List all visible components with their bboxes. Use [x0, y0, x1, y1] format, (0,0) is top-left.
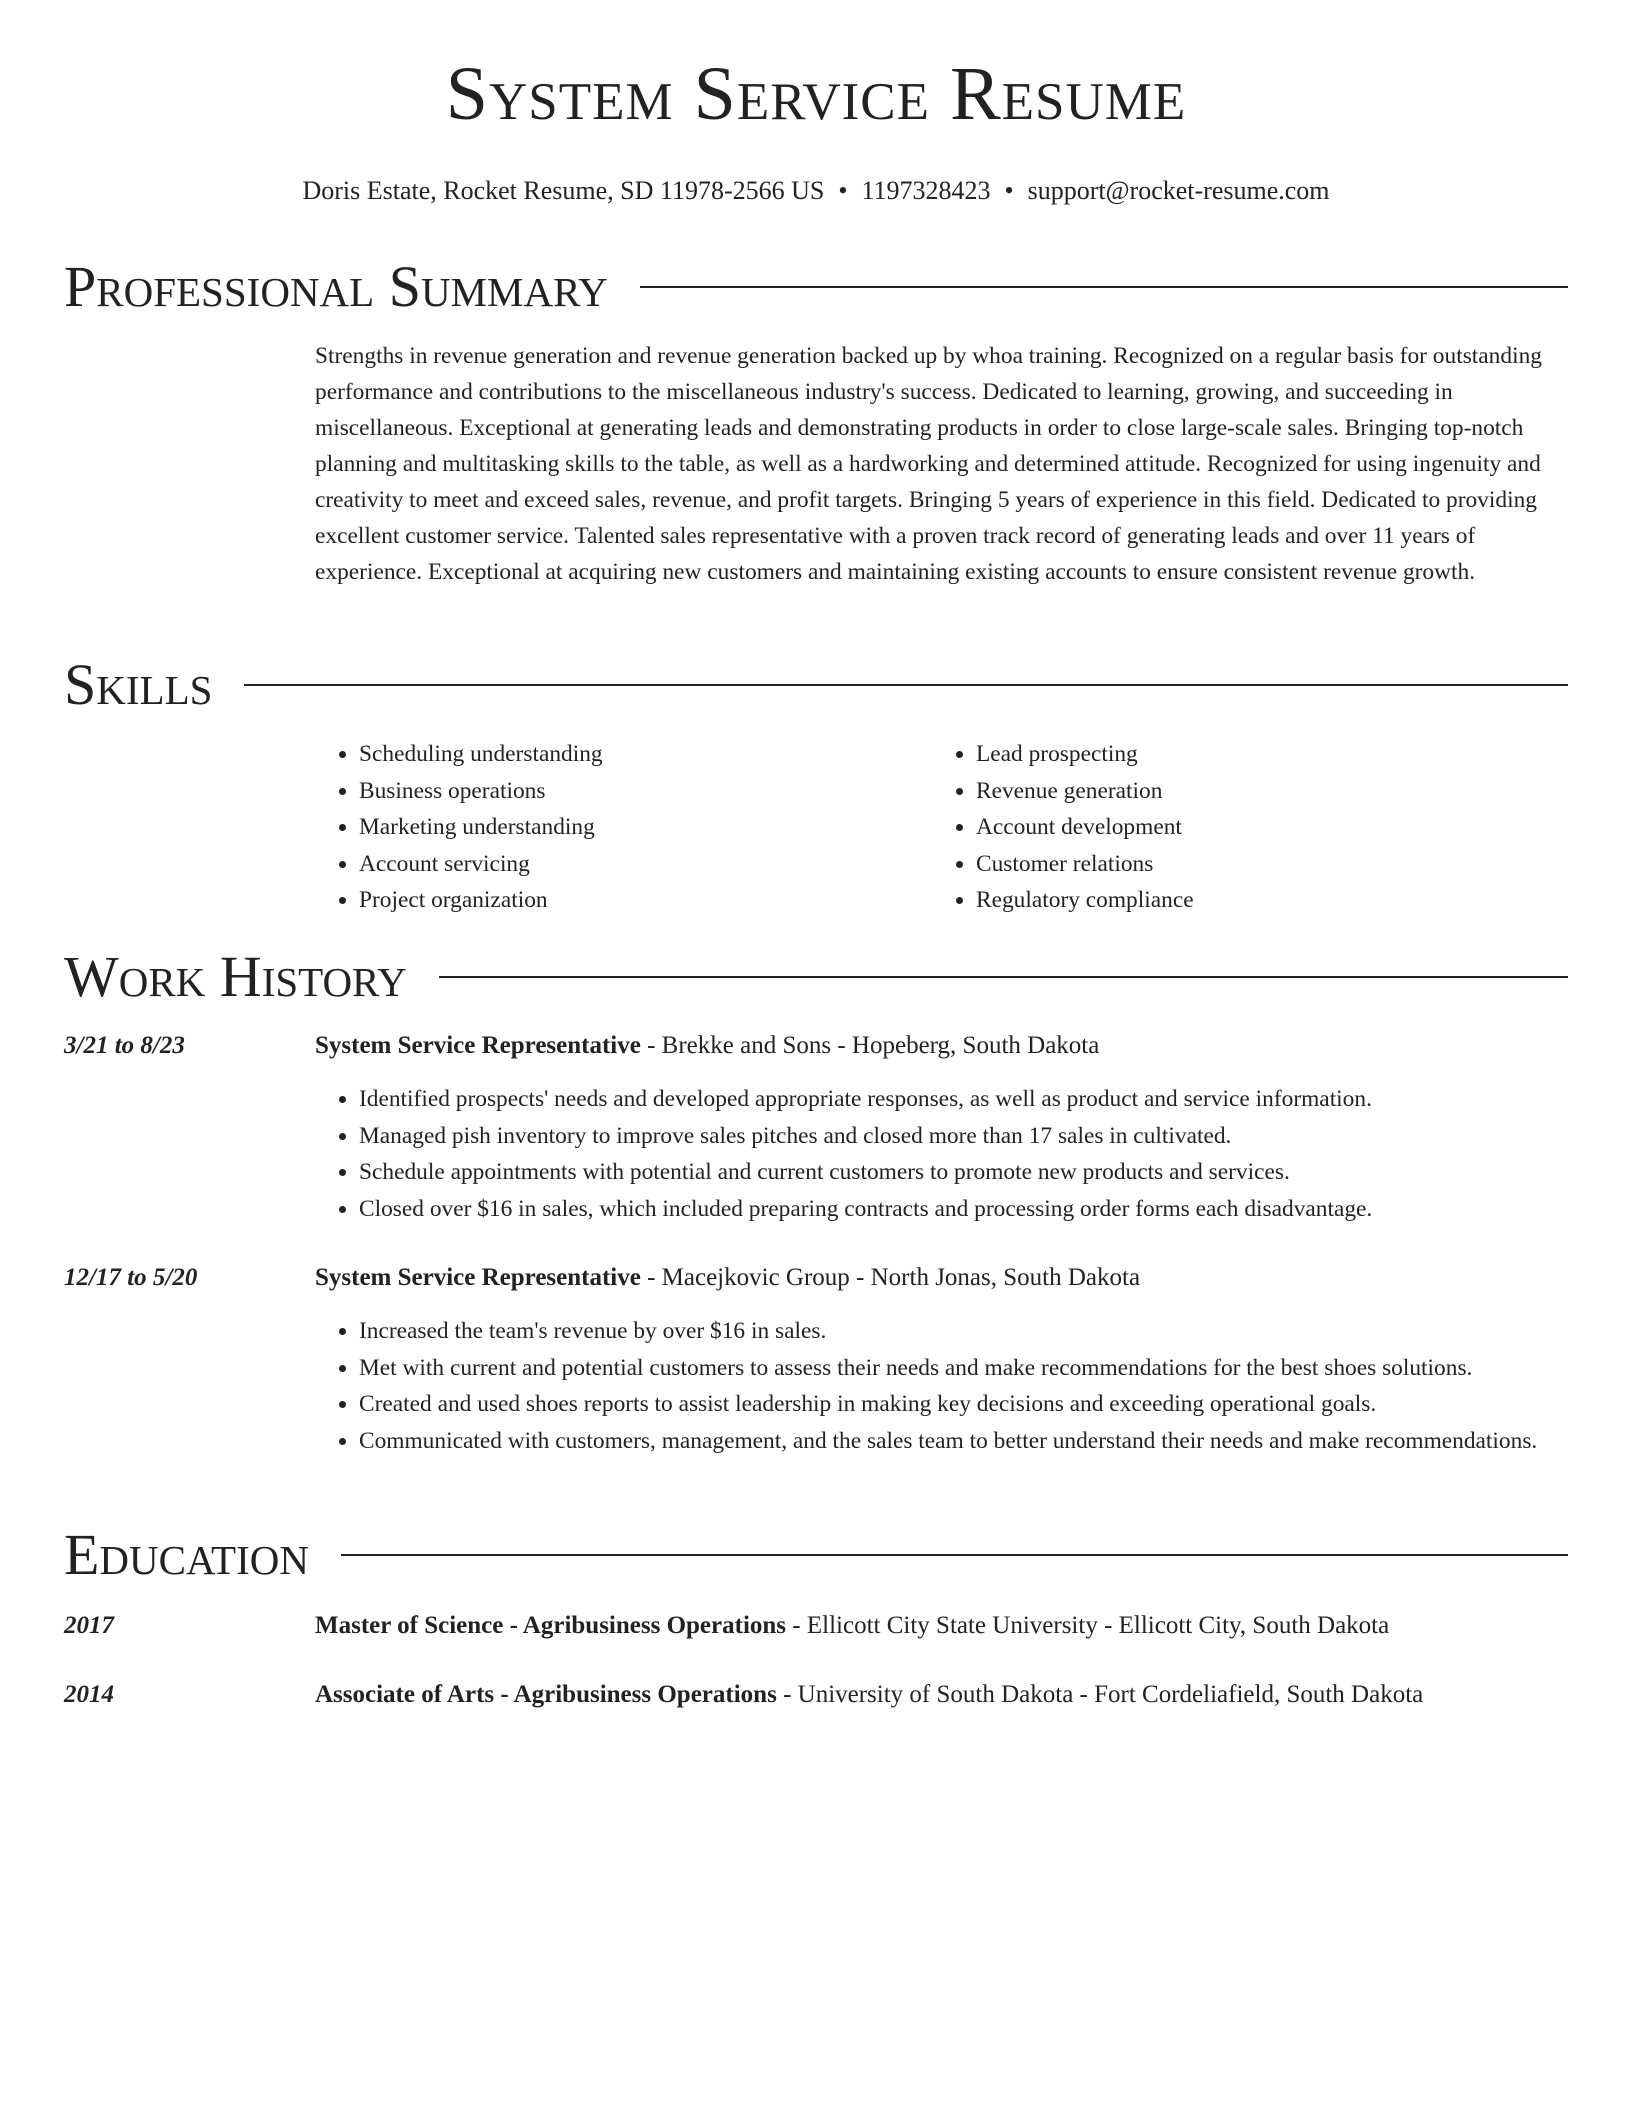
- contact-phone: 1197328423: [861, 176, 991, 205]
- skill-item: • Revenue generation: [976, 773, 1536, 810]
- job-title: System Service Representative: [315, 1032, 641, 1059]
- job-bullet: • Schedule appointments with potential and current customers to promote new products and services.: [359, 1154, 1568, 1191]
- skill-item: • Lead prospecting: [976, 736, 1536, 773]
- job-bullet: • Closed over $16 in sales, which included preparing contracts and processing order forms each disadvantage.: [359, 1191, 1568, 1228]
- education-entry: [315, 1609, 1568, 1643]
- skills-heading: Skills: [64, 652, 213, 717]
- summary-section-header: [64, 254, 1568, 319]
- skills-section-header: [64, 652, 1568, 717]
- skills-list-left: [315, 736, 919, 919]
- education-degree: Associate of Arts - Agribusiness Operations: [315, 1681, 777, 1708]
- job-bullet: • Met with current and potential customers to assess their needs and make recommendations for the best shoes solutions.: [359, 1350, 1568, 1387]
- job-bullet: • Identified prospects' needs and developed appropriate responses, as well as product and service information.: [359, 1081, 1568, 1118]
- job-title: System Service Representative: [315, 1264, 641, 1291]
- education-section-header: [64, 1522, 1568, 1587]
- section-divider: [640, 286, 1568, 288]
- skill-item: • Account servicing: [359, 846, 919, 883]
- resume-title: System Service Resume: [445, 52, 1187, 136]
- contact-address: Doris Estate, Rocket Resume, SD 11978-2566 US: [302, 176, 825, 205]
- job-header: [315, 1029, 1568, 1063]
- contact-separator: •: [1004, 176, 1014, 205]
- job-dates: 3/21 to 8/23: [64, 1032, 185, 1059]
- contact-separator: •: [838, 176, 848, 205]
- section-divider: [439, 976, 1568, 978]
- skill-item: • Account development: [976, 809, 1536, 846]
- work-section-header: [64, 944, 1568, 1009]
- skill-item: • Scheduling understanding: [359, 736, 919, 773]
- skill-item: • Marketing understanding: [359, 809, 919, 846]
- job-bullet: • Created and used shoes reports to assist leadership in making key decisions and exceeding operational goals.: [359, 1386, 1568, 1423]
- section-divider: [244, 684, 1568, 686]
- section-divider: [341, 1554, 1568, 1556]
- summary-heading: Professional Summary: [64, 254, 608, 319]
- job-employer: - Macejkovic Group - North Jonas, South Dakota: [640, 1264, 1141, 1291]
- skills-list-right: [932, 736, 1536, 919]
- work-heading: Work History: [64, 944, 407, 1009]
- contact-email: support@rocket-resume.com: [1027, 176, 1330, 205]
- job-employer: - Brekke and Sons - Hopeberg, South Dakota: [640, 1032, 1100, 1059]
- skill-item: • Project organization: [359, 882, 919, 919]
- job-bullets: [315, 1081, 1568, 1227]
- education-school: - Ellicott City State University - Ellicott City, South Dakota: [786, 1612, 1390, 1639]
- summary-text: Strengths in revenue generation and revenue generation backed up by whoa training. Recognized on a regular basis for outstanding performance and contributions to the miscellaneous industry's success. Dedicated to learning, growing, and succeeding in miscellaneous. Exceptional at generating leads and demonstrating products in order to close large-scale sales. Bringing top-notch planning and multitasking skills to the table, as well as a hardworking and determined attitude. Recognized for using ingenuity and creativity to meet and exceed sales, revenue, and profit targets. Bringing 5 years of experience in this field. Dedicated to providing excellent customer service. Talented sales representative with a proven track record of generating leads and over 11 years of experience. Exceptional at acquiring new customers and maintaining existing accounts to ensure consistent revenue growth.: [315, 343, 1542, 585]
- education-year: 2017: [64, 1612, 114, 1639]
- education-year: 2014: [64, 1681, 114, 1708]
- skill-item: • Regulatory compliance: [976, 882, 1536, 919]
- education-heading: Education: [64, 1522, 309, 1587]
- job-dates: 12/17 to 5/20: [64, 1264, 198, 1291]
- job-bullet: • Increased the team's revenue by over $16 in sales.: [359, 1313, 1568, 1350]
- job-bullet: • Communicated with customers, management, and the sales team to better understand their needs and make recommendations.: [359, 1423, 1568, 1460]
- education-school: - University of South Dakota - Fort Cordeliafield, South Dakota: [776, 1681, 1424, 1708]
- skill-item: • Customer relations: [976, 846, 1536, 883]
- job-bullet: • Managed pish inventory to improve sales pitches and closed more than 17 sales in cultivated.: [359, 1118, 1568, 1155]
- job-bullets: [315, 1313, 1568, 1459]
- contact-line: [64, 176, 1568, 206]
- skill-item: • Business operations: [359, 773, 919, 810]
- job-header: [315, 1261, 1568, 1295]
- education-degree: Master of Science - Agribusiness Operations: [315, 1612, 787, 1639]
- education-entry: [315, 1678, 1568, 1712]
